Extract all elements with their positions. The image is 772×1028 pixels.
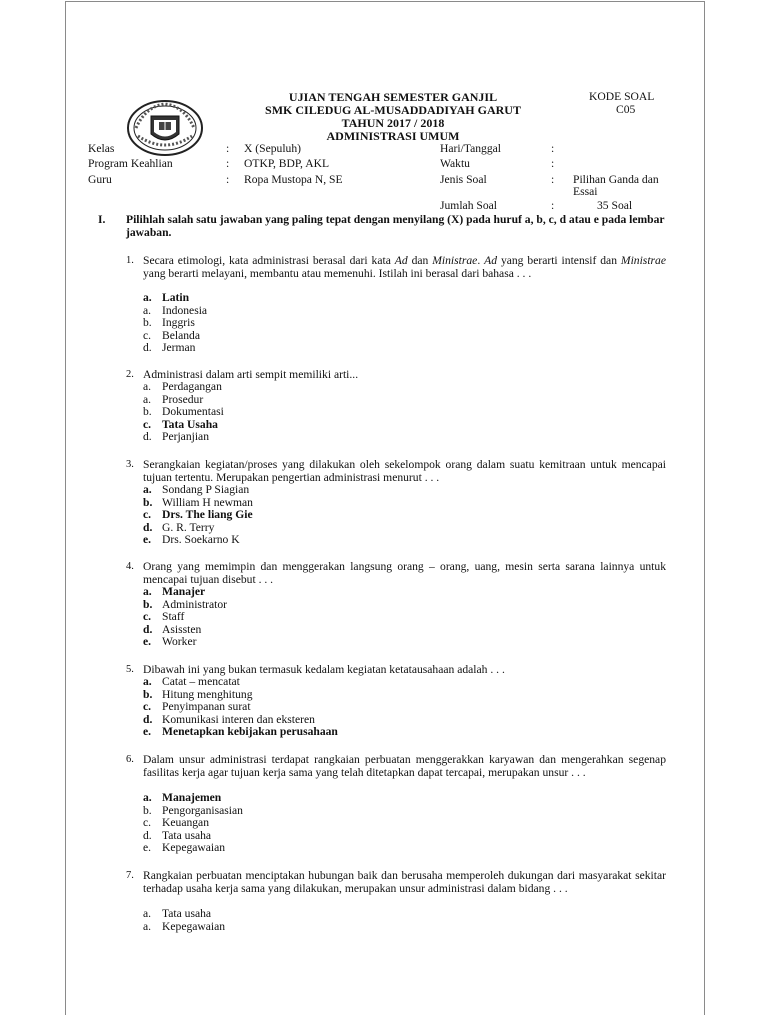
colon: : [226,142,230,155]
kode-soal-value: C05 [616,103,636,116]
question-text: Dalam unsur administrasi terdapat rangkaian perbuatan menggerakkan karyawan dan mengerahkan segenap fasilitas kerja agar tujuan kerja sama yang telah ditetapkan dapat tercapai, merupakan unsur . . . [143,753,666,779]
jenis-value: Pilihan Ganda dan [573,173,659,186]
colon: : [226,173,230,186]
program-label: Program Keahlian [88,157,173,170]
question-number: 7. [126,870,134,881]
academic-year: TAHUN 2017 / 2018 [341,116,445,130]
kode-soal-label: KODE SOAL [589,90,655,103]
instruction-number: I. [98,213,106,226]
program-value: OTKP, BDP, AKL [244,157,330,170]
kelas-value: X (Sepuluh) [244,142,301,155]
question-number: 1. [126,255,134,266]
question-number: 3. [126,459,134,470]
hari-label: Hari/Tanggal [440,142,501,155]
jumlah-label: Jumlah Soal [440,199,498,212]
kelas-label: Kelas [88,142,115,155]
waktu-label: Waktu [440,157,470,170]
question-number: 2. [126,369,134,380]
question-text: Secara etimologi, kata administrasi berasal dari kata Ad dan Ministrae. Ad yang berarti intensif dan Ministrae yang berarti melayani, membantu atau memenuhi. Istilah ini berasal dari bahasa . . . [143,254,666,280]
exam-title: UJIAN TENGAH SEMESTER GANJIL [288,90,498,104]
school-logo-icon [126,98,204,158]
jenis-value-cont: Essai [573,185,598,198]
school-name: SMK CILEDUG AL-MUSADDADIYAH GARUT [265,103,521,117]
jenis-label: Jenis Soal [440,173,487,186]
colon: : [226,157,230,170]
colon: : [551,142,555,155]
jumlah-value: 35 Soal [597,199,633,212]
question-text: Serangkaian kegiatan/proses yang dilakukan oleh sekelompok orang dalam suatu kemitraan untuk mencapai tujuan tertentu. Merupakan pengertian administrasi menurut . . . [143,458,666,484]
question-text: Orang yang memimpin dan menggerakan langsung orang – orang, uang, mesin serta sarana lainnya untuk mencapai tujuan disebut . . . [143,560,666,586]
instruction-text: Pilihlah salah satu jawaban yang paling tepat dengan menyilang (X) pada huruf a, b, c, d atau e pada lembar jawaban. [126,213,665,239]
question-text: Dibawah ini yang bukan termasuk kedalam kegiatan ketatausahaan adalah . . . [143,663,505,676]
question-number: 4. [126,561,134,572]
subject-name: ADMINISTRASI UMUM [326,129,460,143]
question-text: Rangkaian perbuatan menciptakan hubungan baik dan berusaha memperoleh dukungan dari masyarakat sekitar terhadap usaha kerja sama yang dilakukan, merupakan unsur administrasi dalam bidang . . . [143,869,666,895]
question-number: 6. [126,754,134,765]
question-text: Administrasi dalam arti sempit memiliki arti... [143,368,359,381]
question-number: 5. [126,664,134,675]
guru-label: Guru [88,173,112,186]
colon: : [551,157,555,170]
guru-value: Ropa Mustopa N, SE [244,173,343,186]
colon: : [551,173,555,186]
colon: : [551,199,555,212]
